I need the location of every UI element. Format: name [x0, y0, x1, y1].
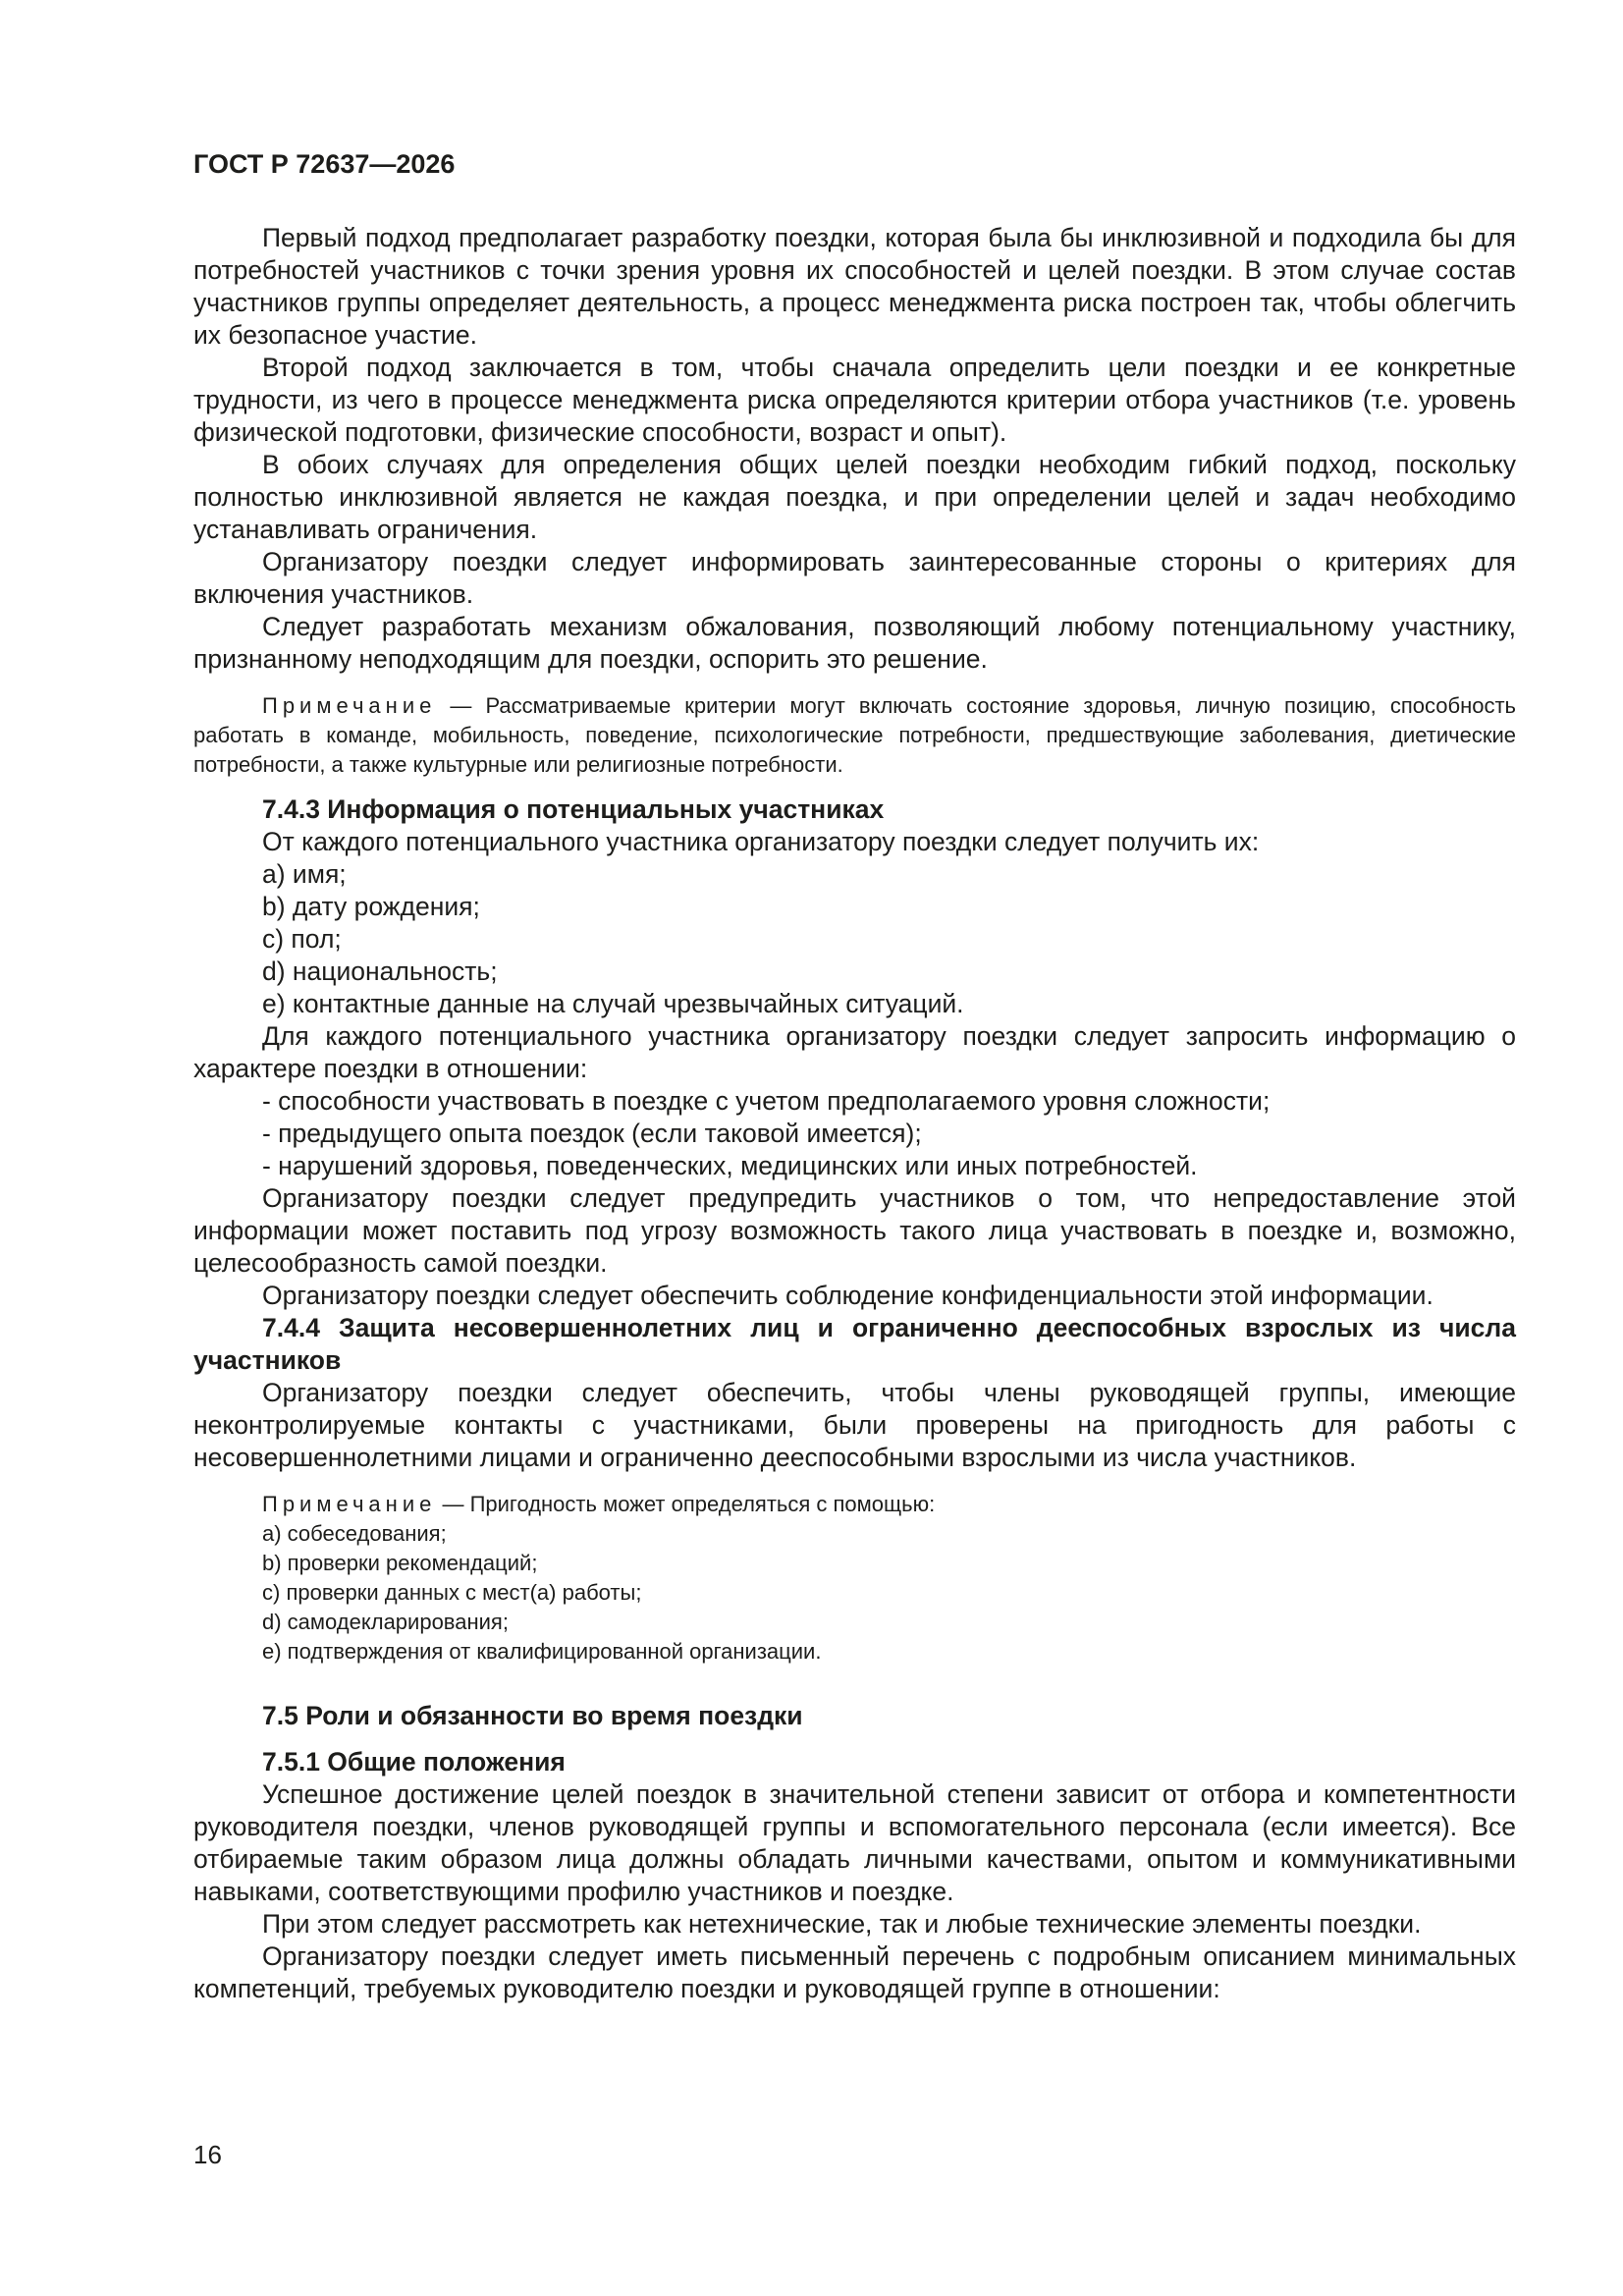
paragraph-request-info: Для каждого потенциального участника организатору поездки следует запросить информацию о характере поездки в отношении:	[193, 1021, 1516, 1083]
paragraph-collect-info: От каждого потенциального участника организатору поездки следует получить их:	[262, 827, 1260, 856]
document-code-header: ГОСТ Р 72637—2026	[193, 149, 456, 179]
heading-7-5-1: 7.5.1 Общие положения	[262, 1747, 566, 1777]
list-item-name: a) имя;	[262, 859, 347, 889]
document-body	[193, 222, 1516, 2005]
heading-7-4-3: 7.4.3 Информация о потенциальных участниках	[262, 794, 885, 824]
note-item-qualified-org: e) подтверждения от квалифицированной организации.	[262, 1639, 822, 1664]
paragraph-second-approach: Второй подход заключается в том, чтобы сначала определить цели поездки и ее конкретные трудности, из чего в процессе менеджмента риска определяются критерии отбора участников (т.е. уровень физической подготовки, физические способности, возраст и опыт).	[193, 353, 1516, 447]
heading-7-4-4: 7.4.4 Защита несовершеннолетних лиц и ограниченно дееспособных взрослых из числа участников	[193, 1313, 1516, 1375]
paragraph-success-factors: Успешное достижение целей поездок в значительной степени зависит от отбора и компетентности руководителя поездки, членов руководящей группы и вспомогательного персонала (если имеется). Все отбираемые таким образом лица должны обладать личными качествами, опытом и коммуникативными навыками, соответствующими профилю участников и поездке.	[193, 1779, 1516, 1906]
list-item-nationality: d) национальность;	[262, 957, 498, 986]
list-item-birthdate: b) дату рождения;	[262, 892, 480, 921]
page-number: 16	[193, 2140, 222, 2169]
list-item-emergency-contacts: e) контактные данные на случай чрезвычайных ситуаций.	[262, 989, 964, 1018]
note-label: Примечание	[262, 1492, 437, 1516]
paragraph-technical-elements: При этом следует рассмотреть как нетехнические, так и любые технические элементы поездки.	[262, 1909, 1422, 1939]
note-text: — Пригодность может определяться с помощью:	[436, 1492, 936, 1516]
paragraph-leader-checks: Организатору поездки следует обеспечить, чтобы члены руководящей группы, имеющие неконтролируемые контакты с участниками, были проверены на пригодность для работы с несовершеннолетними лицами и ограниченно дееспособными взрослыми из числа участников.	[193, 1378, 1516, 1472]
paragraph-first-approach: Первый подход предполагает разработку поездки, которая была бы инклюзивной и подходила бы для потребностей участников с точки зрения уровня их способностей и целей поездки. В этом случае состав участников группы определяет деятельность, а процесс менеджмента риска построен так, чтобы облегчить их безопасное участие.	[193, 223, 1516, 350]
note-item-interview: a) собеседования;	[262, 1521, 447, 1546]
note-item-self-declaration: d) самодекларирования;	[262, 1610, 509, 1634]
paragraph-warn-participants: Организатору поездки следует предупредить участников о том, что непредоставление этой информации может поставить под угрозу возможность такого лица участвовать в поездке и, возможно, целесообразность самой поездки.	[193, 1183, 1516, 1278]
note-criteria	[193, 691, 1516, 780]
note-item-employer-check: c) проверки данных с мест(а) работы;	[262, 1580, 642, 1605]
note-item-references: b) проверки рекомендаций;	[262, 1551, 538, 1575]
paragraph-competency-list: Организатору поездки следует иметь письменный перечень с подробным описанием минимальных компетенций, требуемых руководителю поездки и руководящей группе в отношении:	[193, 1941, 1516, 2003]
paragraph-appeal-mechanism: Следует разработать механизм обжалования, позволяющий любому потенциальному участнику, признанному неподходящим для поездки, оспорить это решение.	[193, 612, 1516, 674]
heading-7-5: 7.5 Роли и обязанности во время поездки	[262, 1701, 803, 1730]
note-label: Примечание	[262, 693, 437, 718]
paragraph-both-cases: В обоих случаях для определения общих целей поездки необходим гибкий подход, поскольку полностью инклюзивной является не каждая поездка, и при определении целей и задач необходимо устанавливать ограничения.	[193, 450, 1516, 544]
paragraph-confidentiality: Организатору поездки следует обеспечить соблюдение конфиденциальности этой информации.	[262, 1281, 1434, 1310]
list-item-gender: c) пол;	[262, 924, 342, 954]
dash-item-experience: - предыдущего опыта поездок (если таковой имеется);	[262, 1119, 922, 1148]
note-suitability	[193, 1490, 1516, 1519]
paragraph-inform-stakeholders: Организатору поездки следует информировать заинтересованные стороны о критериях для включения участников.	[193, 547, 1516, 609]
note-text: — Рассматриваемые критерии могут включать состояние здоровья, личную позицию, способность работать в команде, мобильность, поведение, психологические потребности, предшествующие заболевания, диетические потребности, а также культурные или религиозные потребности.	[193, 693, 1516, 777]
dash-item-health: - нарушений здоровья, поведенческих, медицинских или иных потребностей.	[262, 1151, 1198, 1180]
dash-item-ability: - способности участвовать в поездке с учетом предполагаемого уровня сложности;	[262, 1086, 1271, 1116]
